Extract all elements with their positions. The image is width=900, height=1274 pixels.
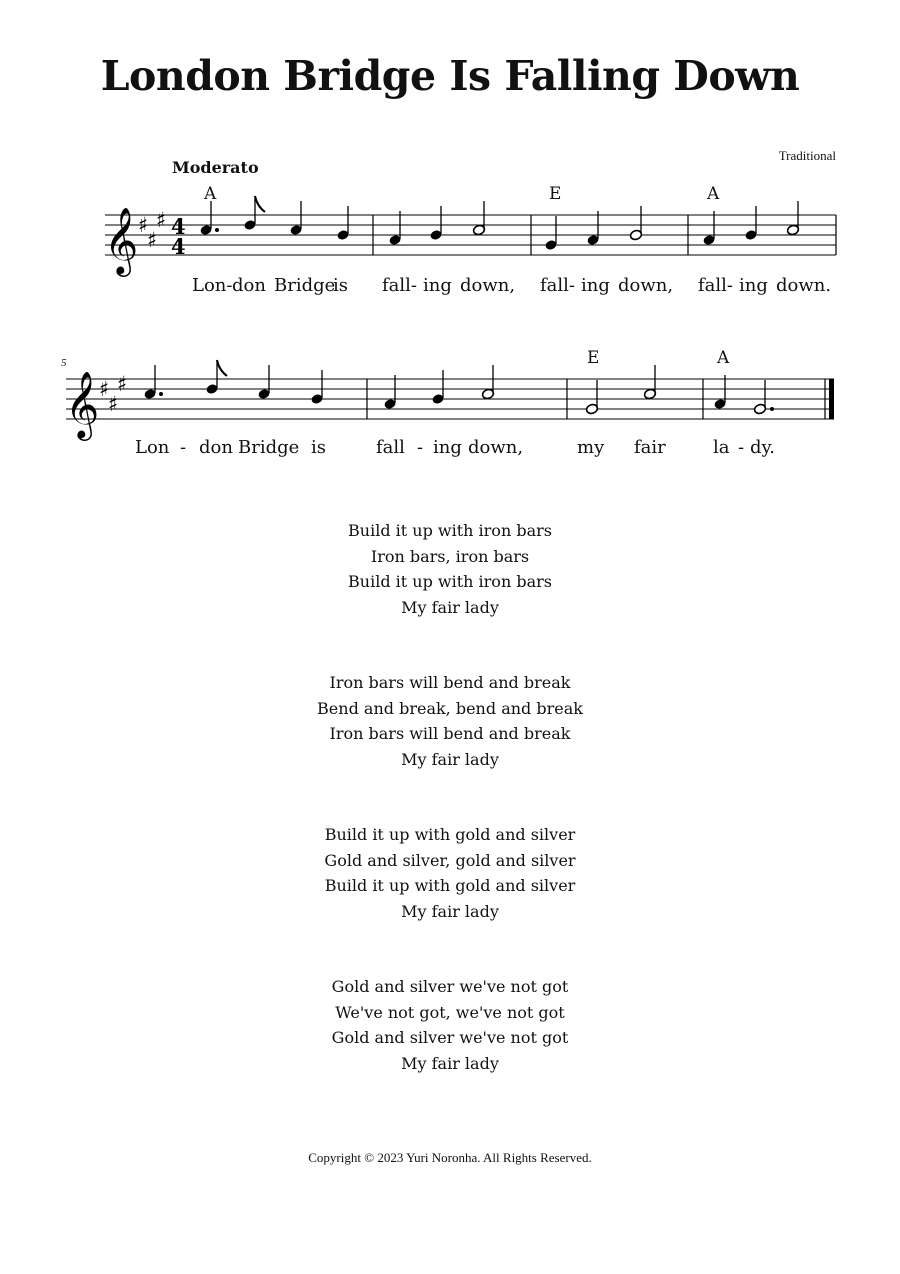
final-barline [829, 379, 834, 419]
svg-text:𝄞: 𝄞 [104, 206, 139, 274]
lyric-syllable: - [417, 437, 424, 458]
lyric-syllable: don [199, 437, 233, 458]
lyric-syllable: la [713, 437, 730, 458]
verse-line: Build it up with iron bars [348, 572, 552, 591]
lyric-syllable: fall- [540, 275, 575, 296]
lyric-syllable: fall [376, 437, 405, 458]
note [383, 375, 396, 410]
note [713, 375, 726, 410]
verse-line: Build it up with gold and silver [324, 876, 576, 895]
verse [0, 670, 900, 772]
lyric-syllable: fair [634, 437, 666, 458]
verse-line: Iron bars will bend and break [329, 724, 571, 743]
measure-number: 5 [61, 357, 67, 369]
lyric-syllable: down, [460, 275, 516, 296]
lyric-syllable: - [180, 437, 187, 458]
lyric-syllable: fall- [382, 275, 417, 296]
svg-text:♯: ♯ [156, 208, 167, 232]
note [205, 360, 227, 395]
note [585, 380, 598, 415]
verse-line: Gold and silver we've not got [331, 977, 569, 996]
verse-line: Iron bars will bend and break [329, 673, 571, 692]
chord-symbol: E [549, 184, 562, 204]
note [310, 370, 323, 405]
verse-line: Gold and silver, gold and silver [324, 850, 576, 870]
note [472, 201, 485, 236]
note [702, 211, 715, 246]
lyric-syllable: Bridge [274, 275, 336, 296]
svg-text:♯: ♯ [117, 372, 128, 396]
verse [0, 974, 900, 1076]
verse [0, 822, 900, 924]
note [143, 365, 163, 400]
lyric-syllable: fall- [698, 275, 733, 296]
verse-line: Iron bars, iron bars [370, 546, 530, 566]
lyric-syllable: Lon- [192, 275, 233, 296]
chord-symbol: E [587, 348, 600, 368]
note [289, 201, 302, 236]
svg-text:4: 4 [171, 234, 186, 259]
lyric-syllable: my [577, 437, 605, 458]
chord-symbol: A [717, 348, 730, 368]
treble-clef-icon [104, 206, 138, 277]
note [544, 216, 557, 251]
treble-clef-icon [65, 370, 99, 441]
lyric-syllable: down. [776, 275, 832, 296]
lyric-syllable: is [333, 275, 348, 296]
svg-text:♯: ♯ [108, 392, 119, 416]
lyric-syllable: ing [423, 275, 452, 296]
verse-line: My fair lady [401, 597, 499, 617]
verse-line: Build it up with gold and silver [324, 825, 576, 844]
verse-line: Gold and silver we've not got [331, 1028, 569, 1047]
time-signature [171, 214, 186, 259]
svg-text:♯: ♯ [147, 228, 158, 252]
lyric-syllable: is [311, 437, 326, 458]
verse-line: My fair lady [401, 1053, 499, 1073]
composer-credit: Traditional [778, 148, 836, 163]
svg-text:𝄞: 𝄞 [65, 370, 100, 438]
lyric-syllable: ing [739, 275, 768, 296]
note [586, 211, 599, 246]
lyric-syllable: down, [618, 275, 674, 296]
chord-symbol: A [707, 184, 720, 204]
song-title: London Bridge Is Falling Down [100, 52, 800, 100]
svg-text:4: 4 [171, 214, 186, 239]
note [753, 380, 774, 415]
verse-line: Bend and break, bend and break [317, 698, 583, 718]
note [481, 365, 494, 400]
svg-text:♯: ♯ [99, 377, 110, 401]
tempo-marking: Moderato [172, 158, 259, 177]
lyrics-verses [0, 518, 900, 1126]
verse [0, 518, 900, 620]
staff-system-1 [0, 205, 900, 285]
chord-symbol: A [204, 184, 217, 204]
lyric-syllable: ing [581, 275, 610, 296]
lyric-syllable: - [738, 437, 745, 458]
lyric-syllable: don [232, 275, 266, 296]
note [199, 201, 219, 236]
note [336, 206, 349, 241]
lyric-syllable: Lon [135, 437, 170, 458]
note [643, 365, 656, 400]
lyric-syllable: dy. [750, 437, 776, 458]
verse-line: We've not got, we've not got [335, 1002, 565, 1022]
note [744, 206, 757, 241]
note [388, 211, 401, 246]
lyric-syllable: down, [468, 437, 524, 458]
note [786, 201, 799, 236]
verse-line: My fair lady [401, 901, 499, 921]
note [257, 365, 270, 400]
note [629, 206, 642, 241]
note [243, 196, 265, 231]
note [429, 206, 442, 241]
note [431, 370, 444, 405]
lyric-syllable: ing [433, 437, 462, 458]
verse-line: My fair lady [401, 749, 499, 769]
copyright-notice: Copyright © 2023 Yuri Noronha. All Rights Reserved. [308, 1150, 592, 1165]
verse-line: Build it up with iron bars [348, 521, 552, 540]
svg-text:♯: ♯ [138, 213, 149, 237]
lyric-syllable: Bridge [238, 437, 300, 458]
